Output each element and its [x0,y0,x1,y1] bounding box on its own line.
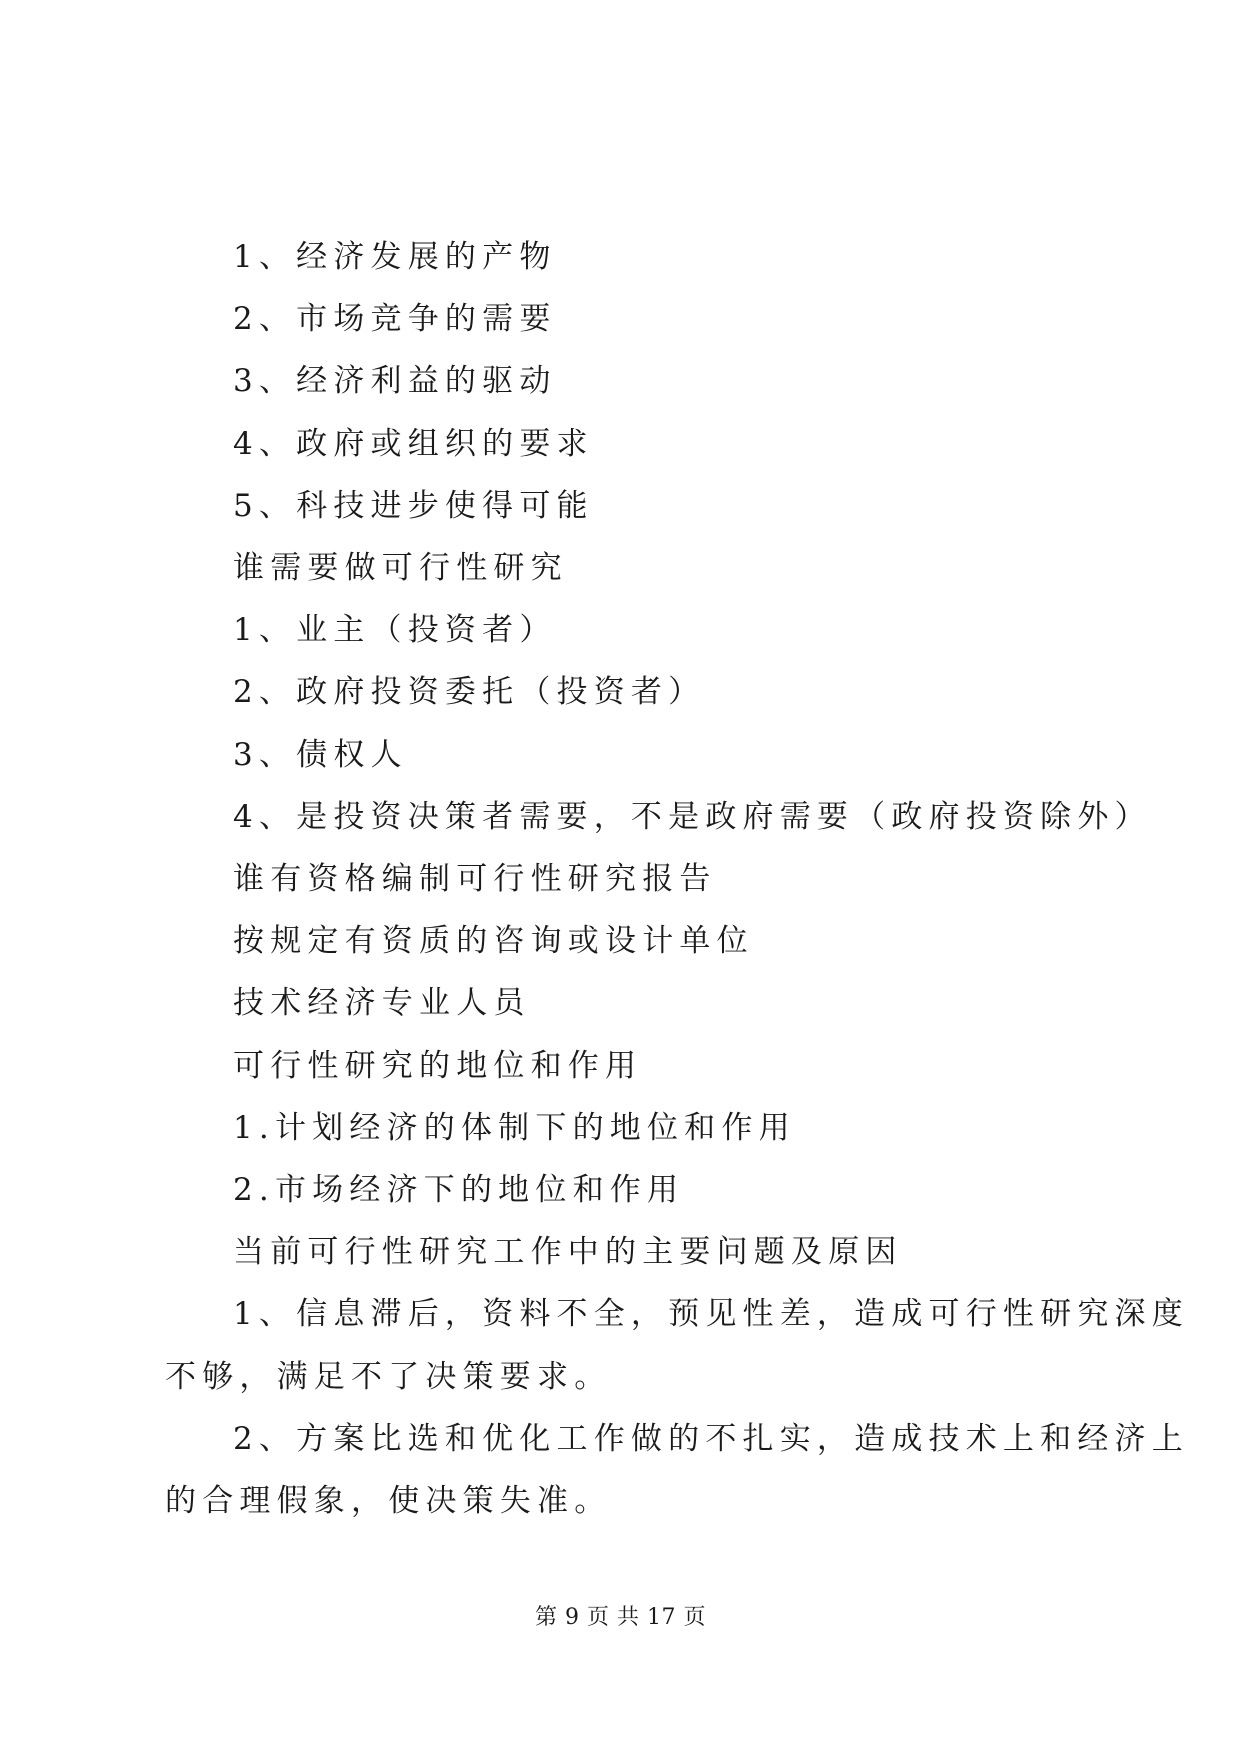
list-item: 2.市场经济下的地位和作用 [233,1172,685,1208]
list-item: 4、政府或组织的要求 [233,426,594,462]
list-item: 5、科技进步使得可能 [233,488,594,524]
list-item: 2、政府投资委托（投资者） [233,674,706,710]
section-heading: 可行性研究的地位和作用 [233,1048,643,1084]
paragraph-line: 2、方案比选和优化工作做的不扎实，造成技术上和经济上 [233,1421,1189,1457]
paragraph-line: 按规定有资质的咨询或设计单位 [233,923,754,959]
section-heading: 当前可行性研究工作中的主要问题及原因 [233,1234,903,1270]
section-heading: 谁需要做可行性研究 [233,550,568,586]
list-item: 2、市场竞争的需要 [233,301,557,337]
paragraph-line: 的合理假象，使决策失准。 [165,1483,612,1519]
paragraph-line: 不够，满足不了决策要求。 [165,1359,612,1395]
list-item: 1、经济发展的产物 [233,239,557,275]
paragraph-line: 技术经济专业人员 [233,985,531,1021]
list-item: 1.计划经济的体制下的地位和作用 [233,1110,796,1146]
list-item: 4、是投资决策者需要，不是政府需要（政府投资除外） [233,799,1152,835]
list-item: 3、债权人 [233,737,408,773]
paragraph-line: 1、信息滞后，资料不全，预见性差，造成可行性研究深度 [233,1296,1189,1332]
section-heading: 谁有资格编制可行性研究报告 [233,861,717,897]
page-number: 第 9 页 共 17 页 [535,1605,706,1630]
list-item: 3、经济利益的驱动 [233,363,557,399]
list-item: 1、业主（投资者） [233,612,557,648]
